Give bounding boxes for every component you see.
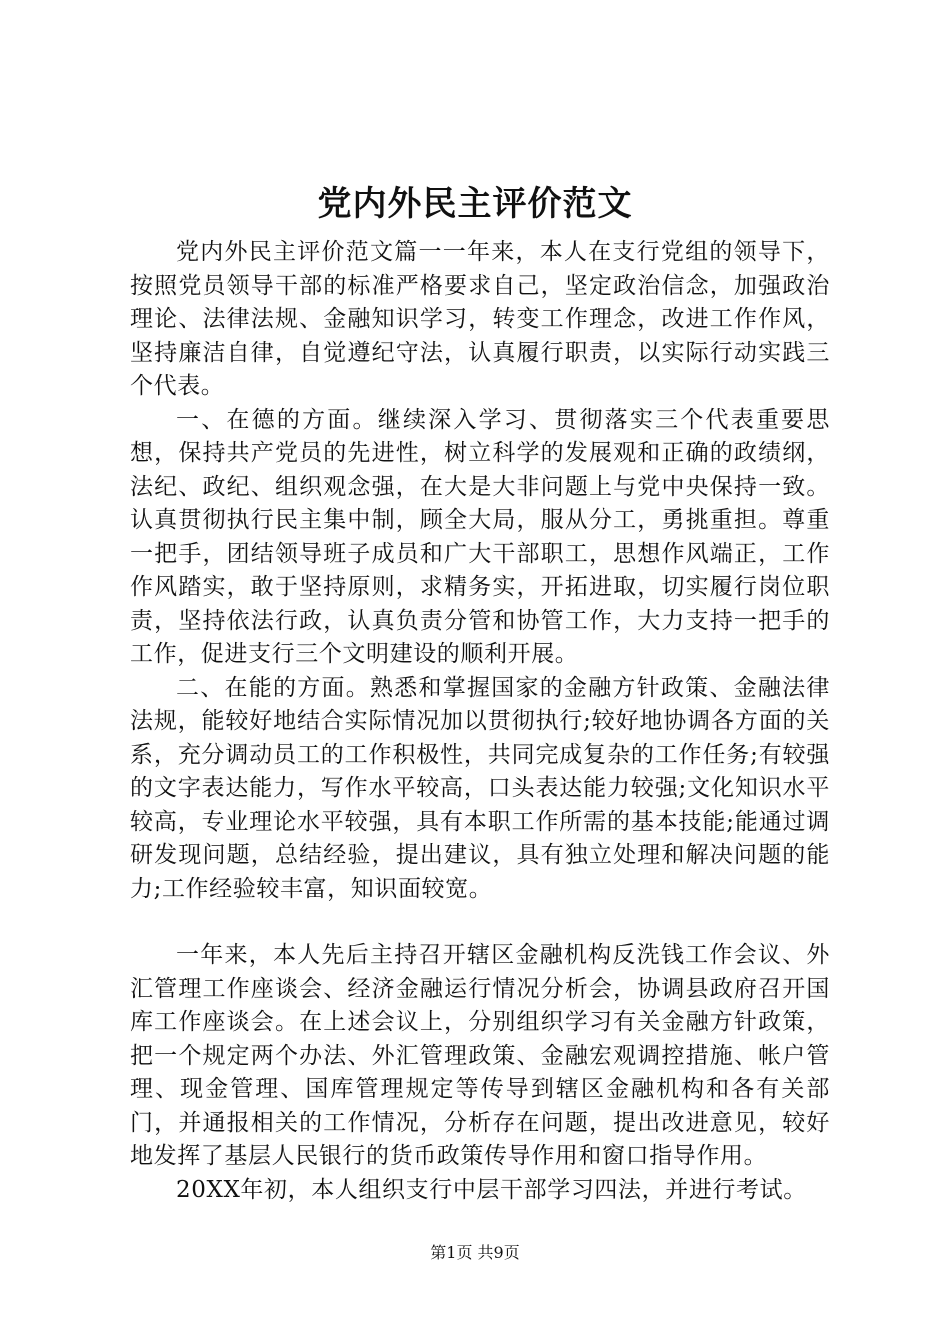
paragraph-intro: 党内外民主评价范文篇一一年来，本人在支行党组的领导下，按照党员领导干部的标准严格要求自己，坚定政治信念，加强政治理论、法律法规、金融知识学习，转变工作理念，改进工作作风，坚持廉洁自律，自觉遵纪守法，认真履行职责，以实际行动实践三个代表。	[130, 239, 830, 399]
paragraph-study: 20XX年初，本人组织支行中层干部学习四法，并进行考试。	[176, 1176, 807, 1203]
document-body	[130, 236, 830, 1207]
paragraph-meetings: 一年来，本人先后主持召开辖区金融机构反洗钱工作会议、外汇管理工作座谈会、经济金融运行情况分析会，协调县政府召开国库工作座谈会。在上述会议上，分别组织学习有关金融方针政策，把一个规定两个办法、外汇管理政策、金融宏观调控措施、帐户管理、现金管理、国库管理规定等传导到辖区金融机构和各有关部门，并通报相关的工作情况，分析存在问题，提出改进意见，较好地发挥了基层人民银行的货币政策传导作用和窗口指导作用。	[130, 942, 830, 1169]
paragraph-ability: 二、在能的方面。熟悉和掌握国家的金融方针政策、金融法律法规，能较好地结合实际情况加以贯彻执行;较好地协调各方面的关系，充分调动员工的工作积极性，共同完成复杂的工作任务;有较强的文字表达能力，写作水平较高，口头表达能力较强;文化知识水平较高，专业理论水平较强，具有本职工作所需的基本技能;能通过调研发现问题，总结经验，提出建议，具有独立处理和解决问题的能力;工作经验较丰富，知识面较宽。	[130, 674, 830, 902]
page-number-footer: 第1页 共9页	[430, 1243, 520, 1262]
document-title: 党内外民主评价范文	[317, 184, 633, 224]
paragraph-morality: 一、在德的方面。继续深入学习、贯彻落实三个代表重要思想，保持共产党员的先进性，树立科学的发展观和正确的政绩纲，法纪、政纪、组织观念强，在大是大非问题上与党中央保持一致。认真贯彻执行民主集中制，顾全大局，服从分工，勇挑重担。尊重一把手，团结领导班子成员和广大干部职工，思想作风端正，工作作风踏实，敢于坚持原则，求精务实，开拓进取，切实履行岗位职责，坚持依法行政，认真负责分管和协管工作，大力支持一把手的工作，促进支行三个文明建设的顺利开展。	[130, 406, 830, 667]
